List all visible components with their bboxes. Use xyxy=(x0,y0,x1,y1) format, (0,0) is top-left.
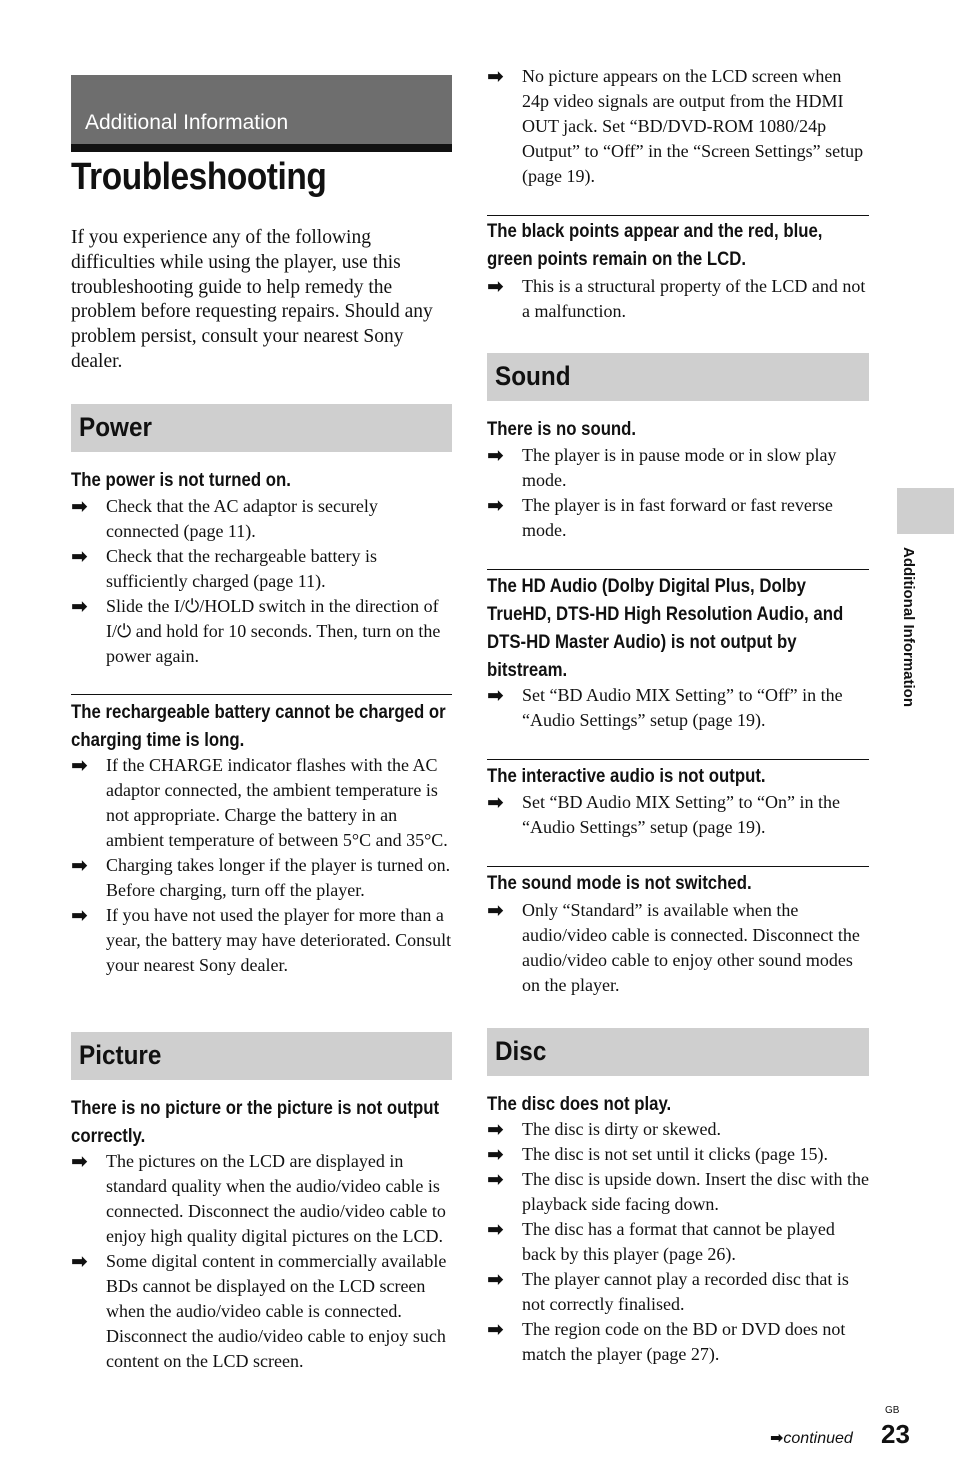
answer-item: ➡ The disc is upside down. Insert the disc with the playback side facing down. xyxy=(487,1167,869,1214)
divider xyxy=(487,866,869,867)
question-no-picture: There is no picture or the picture is not output correctly. xyxy=(71,1097,440,1147)
section-disc-label: Disc xyxy=(495,1036,547,1066)
answer-item: ➡ The disc is not set until it clicks (page 15). xyxy=(487,1142,828,1166)
answer-item: ➡ The pictures on the LCD are displayed in standard quality when the audio/video cable is connected. Disconnect the audio/video cable to enjoy high quality digital pictures on the LCD. xyxy=(71,1149,446,1246)
arrow-icon: ➡ xyxy=(487,898,504,922)
arrow-icon: ➡ xyxy=(487,683,504,707)
answer-item: ➡ Check that the AC adaptor is securely connected (page 11). xyxy=(71,494,378,541)
section-sound-label: Sound xyxy=(495,361,571,391)
arrow-icon: ➡ xyxy=(71,1249,88,1273)
section-sound-heading xyxy=(487,353,869,401)
arrow-icon: ➡ xyxy=(487,790,504,814)
answer-list-no-picture xyxy=(71,1149,452,1374)
arrow-icon: ➡ xyxy=(487,274,504,298)
answer-item: ➡ Only “Standard” is available when the audio/video cable is connected. Disconnect the audio/video cable to enjoy other sound modes on the player. xyxy=(487,898,860,995)
question-no-sound: There is no sound. xyxy=(487,418,637,440)
divider xyxy=(487,569,869,570)
section-disc-heading xyxy=(487,1028,869,1076)
section-picture-label: Picture xyxy=(79,1040,162,1070)
answer-list-no-sound xyxy=(487,443,869,543)
question-interactive-audio: The interactive audio is not output. xyxy=(487,765,766,787)
answer-list-black-points xyxy=(487,274,869,324)
question-hd-audio: The HD Audio (Dolby Digital Plus, Dolby TrueHD, DTS-HD High Resolution Audio, and DTS-HD Master Audio) is not output by bitstream. xyxy=(487,575,844,681)
chapter-banner xyxy=(71,75,452,152)
divider xyxy=(487,759,869,760)
question-battery-charging: The rechargeable battery cannot be charged or charging time is long. xyxy=(71,701,446,751)
page-title: Troubleshooting xyxy=(71,156,327,198)
section-power-heading xyxy=(71,404,452,452)
arrow-icon: ➡ xyxy=(487,64,504,88)
arrow-icon: ➡ xyxy=(71,594,88,618)
answer-item: ➡ Charging takes longer if the player is turned on. Before charging, turn off the player. xyxy=(71,853,451,900)
region-label: GB xyxy=(885,1405,900,1416)
question-sound-mode: The sound mode is not switched. xyxy=(487,872,752,894)
section-power-label: Power xyxy=(79,412,152,442)
arrow-icon: ➡ xyxy=(770,1428,784,1447)
answer-item: ➡ Set “BD Audio MIX Setting” to “On” in the “Audio Settings” setup (page 19). xyxy=(487,790,840,837)
answer-item: ➡ The disc has a format that cannot be played back by this player (page 26). xyxy=(487,1217,835,1264)
divider xyxy=(71,694,452,695)
answer-list-sound-mode xyxy=(487,898,869,998)
question-disc-not-play: The disc does not play. xyxy=(487,1093,672,1115)
question-black-points: The black points appear and the red, blue, green points remain on the LCD. xyxy=(487,220,823,270)
answer-item: ➡ This is a structural property of the LCD and not a malfunction. xyxy=(487,274,866,321)
answer-item: ➡ Check that the rechargeable battery is sufficiently charged (page 11). xyxy=(71,544,378,591)
answer-list-no-picture-continued xyxy=(487,64,869,189)
arrow-icon: ➡ xyxy=(487,443,504,467)
answer-list-battery-charging xyxy=(71,753,452,978)
arrow-icon: ➡ xyxy=(487,1317,504,1341)
arrow-icon: ➡ xyxy=(71,494,88,518)
arrow-icon: ➡ xyxy=(487,1117,504,1141)
page-number: 23 xyxy=(881,1419,910,1449)
arrow-icon: ➡ xyxy=(71,853,88,877)
answer-item: ➡ No picture appears on the LCD screen when 24p video signals are output from the HDMI OUT jack. Set “BD/DVD-ROM 1080/24p Output” to “Off” in the “Screen Settings” setup (page 19). xyxy=(487,64,864,186)
arrow-icon: ➡ xyxy=(487,1267,504,1291)
section-picture-heading xyxy=(71,1032,452,1080)
arrow-icon: ➡ xyxy=(487,1217,504,1241)
continued-label: continued xyxy=(783,1430,853,1447)
arrow-icon: ➡ xyxy=(487,1142,504,1166)
answer-list-interactive-audio xyxy=(487,790,869,840)
answer-item: ➡ If you have not used the player for more than a year, the battery may have deteriorated. Consult your nearest Sony dealer. xyxy=(71,903,452,975)
answer-list-disc-not-play xyxy=(487,1117,869,1367)
side-tab-marker xyxy=(897,488,954,534)
answer-item: ➡ The player is in fast forward or fast reverse mode. xyxy=(487,493,833,540)
answer-item: ➡ The disc is dirty or skewed. xyxy=(487,1117,721,1141)
answer-item: ➡ If the CHARGE indicator flashes with the AC adaptor connected, the ambient temperature is not appropriate. Charge the battery in an ambient temperature of between 5°C and 35°C. xyxy=(71,753,448,850)
divider xyxy=(487,215,869,216)
intro-paragraph: If you experience any of the following difficulties while using the player, use this troubleshooting guide to help remedy the problem before requesting repairs. Should any problem persist, consult your nearest Sony dealer. xyxy=(71,227,433,372)
answer-item: ➡ Some digital content in commercially available BDs cannot be displayed on the LCD screen when the audio/video cable is connected. Disconnect the audio/video cable to enjoy such content on the LCD screen. xyxy=(71,1249,447,1371)
arrow-icon: ➡ xyxy=(71,753,88,777)
chapter-banner-label: Additional Information xyxy=(85,111,289,134)
arrow-icon: ➡ xyxy=(71,903,88,927)
arrow-icon: ➡ xyxy=(487,493,504,517)
arrow-icon: ➡ xyxy=(487,1167,504,1191)
answer-item: ➡ Set “BD Audio MIX Setting” to “Off” in the “Audio Settings” setup (page 19). xyxy=(487,683,843,730)
question-power-not-on: The power is not turned on. xyxy=(71,469,291,491)
arrow-icon: ➡ xyxy=(71,1149,88,1173)
answer-item: ➡ The region code on the BD or DVD does not match the player (page 27). xyxy=(487,1317,846,1364)
answer-list-power-not-on xyxy=(71,494,452,669)
arrow-icon: ➡ xyxy=(71,544,88,568)
answer-item: ➡ The player cannot play a recorded disc that is not correctly finalised. xyxy=(487,1267,849,1314)
answer-item: ➡ Slide the I/⏻/HOLD switch in the direction of I/⏻ and hold for 10 seconds. Then, turn on the power again. xyxy=(71,594,441,666)
answer-item: ➡ The player is in pause mode or in slow play mode. xyxy=(487,443,837,490)
side-tab-label: Additional Information xyxy=(900,547,917,707)
answer-list-hd-audio xyxy=(487,683,869,733)
continued-note xyxy=(770,1428,853,1448)
